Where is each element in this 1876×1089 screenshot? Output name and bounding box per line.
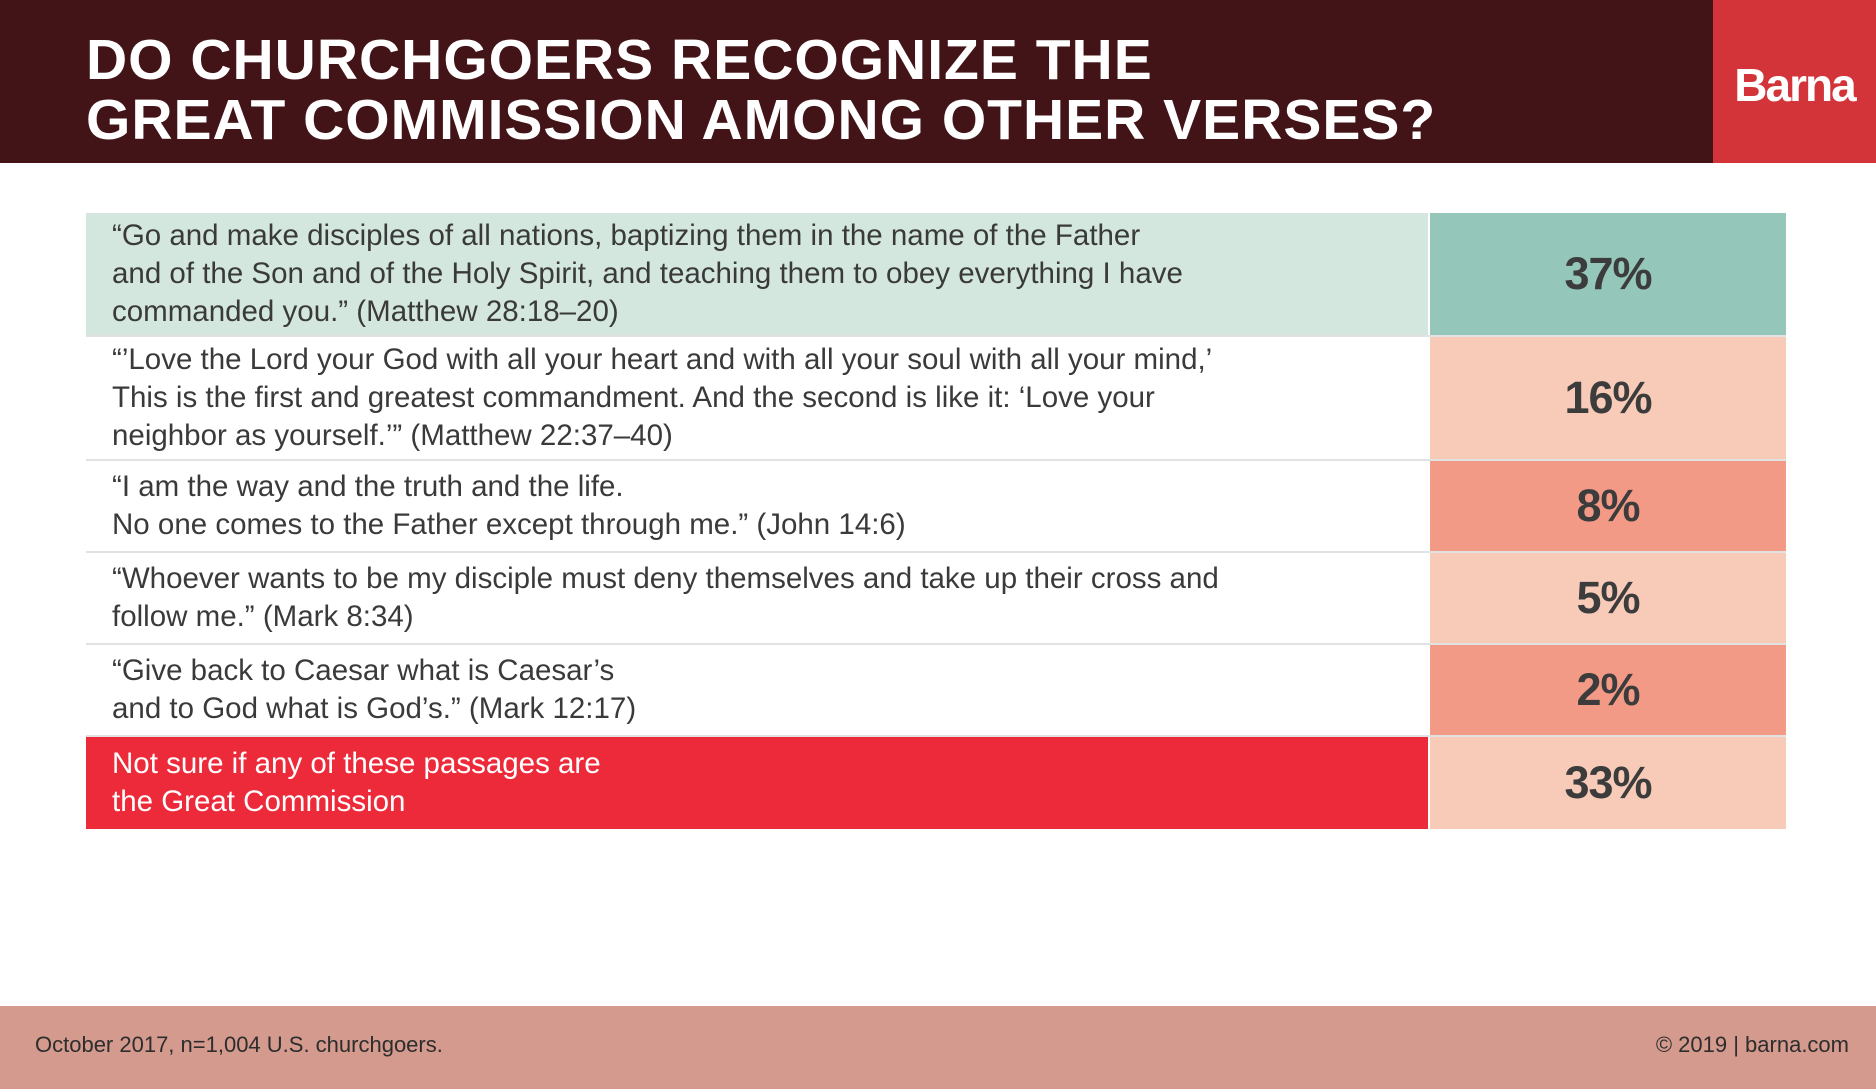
row-value: 2% [1428, 645, 1786, 735]
results-table [86, 213, 1786, 829]
copyright-text: © 2019 | barna.com [1655, 1032, 1849, 1057]
row-value: 16% [1428, 337, 1786, 459]
row-value: 37% [1428, 213, 1786, 335]
title-line-1: DO CHURCHGOERS RECOGNIZE THE [86, 28, 1153, 92]
row-label: “Whoever wants to be my disciple must deny themselves and take up their cross and follow me.” (Mark 8:34) [112, 562, 1219, 633]
row-value: 33% [1428, 737, 1786, 829]
row-label-cell [86, 645, 1428, 735]
row-label: “Give back to Caesar what is Caesar’s and to God what is God’s.” (Mark 12:17) [112, 654, 637, 725]
table-row [86, 737, 1786, 829]
header-bar [0, 0, 1876, 163]
survey-note: October 2017, n=1,004 U.S. churchgoers. [35, 1032, 443, 1057]
table-row [86, 461, 1786, 553]
table-row [86, 645, 1786, 737]
row-value: 8% [1428, 461, 1786, 551]
title-line-2: GREAT COMMISSION AMONG OTHER VERSES? [86, 88, 1437, 152]
table-row [86, 553, 1786, 645]
row-label: “’Love the Lord your God with all your heart and with all your soul with all your mind,’ This is the first and greatest commandment. And the second is like it: ‘Love your neighbor as yourself.’” (Matthew 22:37–40) [112, 343, 1213, 452]
page-title [86, 30, 1686, 150]
row-label: “Go and make disciples of all nations, baptizing them in the name of the Father and of the Son and of the Holy Spirit, and teaching them to obey everything I have commanded you.” (Matthew 28:18–20) [112, 219, 1183, 328]
row-label-cell [86, 737, 1428, 829]
row-label: Not sure if any of these passages are the Great Commission [112, 747, 601, 818]
row-label-cell [86, 337, 1428, 459]
row-value: 5% [1428, 553, 1786, 643]
table-row [86, 337, 1786, 461]
row-label-cell [86, 213, 1428, 335]
row-label-cell [86, 461, 1428, 551]
footer-bar [0, 1006, 1876, 1089]
row-label: “I am the way and the truth and the life. No one comes to the Father except through me.” (John 14:6) [112, 470, 906, 541]
barna-logo: Barna [1713, 0, 1876, 163]
row-label-cell [86, 553, 1428, 643]
table-row [86, 213, 1786, 337]
